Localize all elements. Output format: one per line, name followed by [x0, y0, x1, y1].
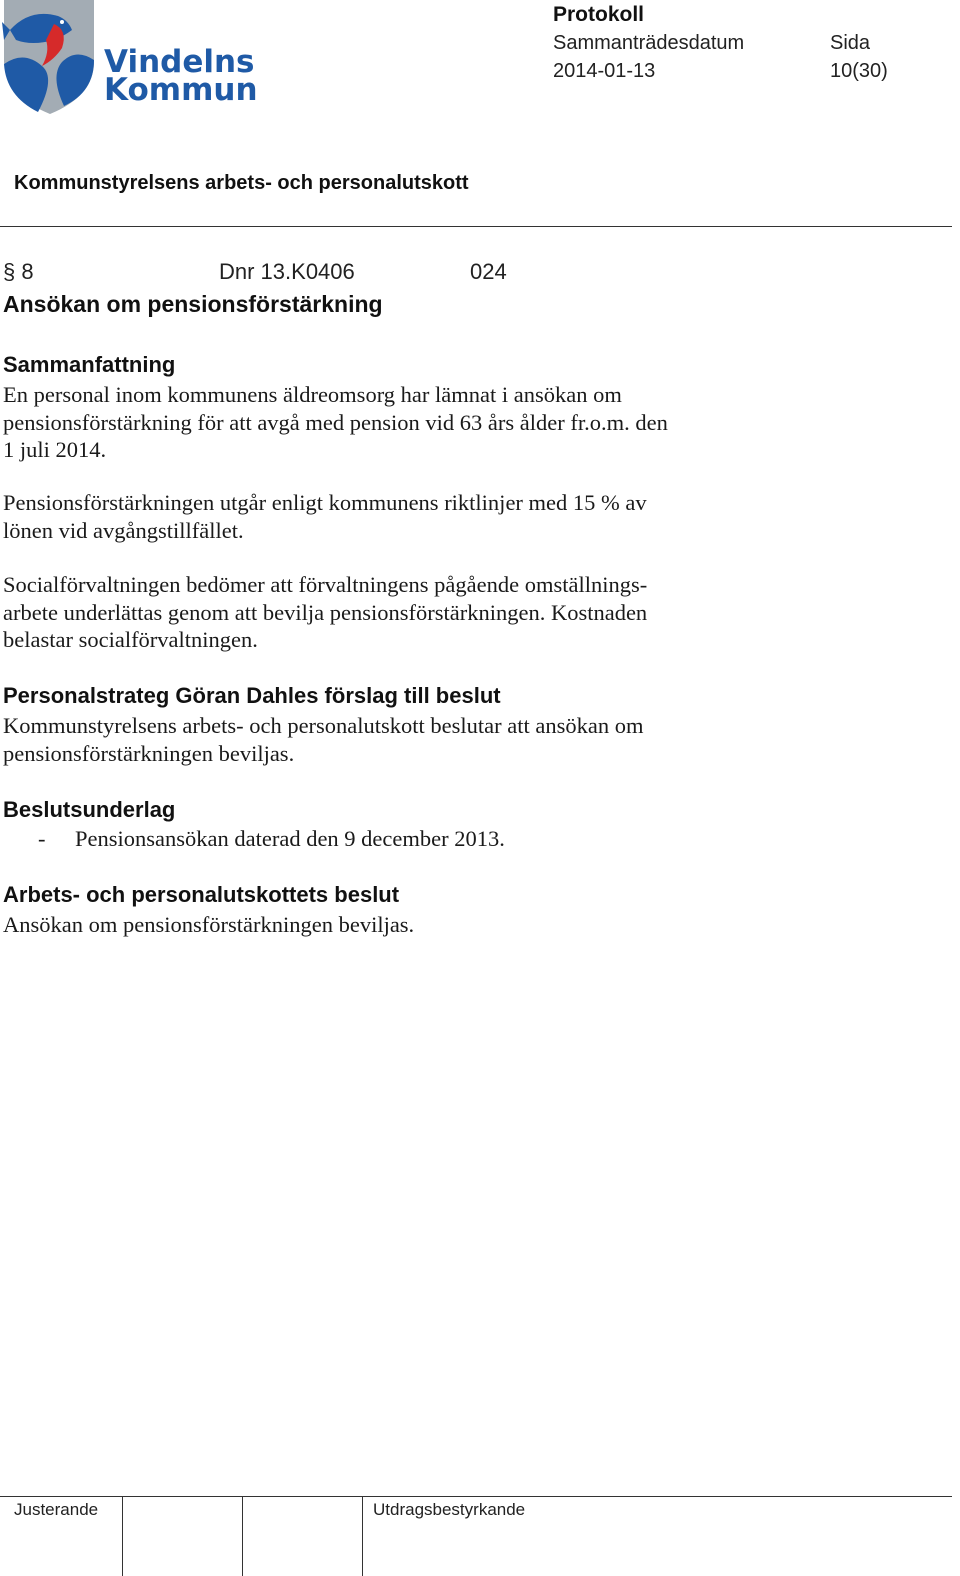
text-line: pensionsförstärkning för att avgå med pension vid 63 års ålder fr.o.m. den: [3, 409, 668, 435]
meeting-date-label: Sammanträdesdatum: [553, 32, 745, 54]
basis-list-item: Pensionsansökan daterad den 9 december 2013.: [75, 826, 505, 851]
decision-text: Ansökan om pensionsförstärkningen beviljas.: [3, 912, 415, 937]
utdragsbestyrkande-label: Utdragsbestyrkande: [373, 1500, 526, 1519]
basis-heading: Beslutsunderlag: [3, 797, 176, 822]
summary-paragraph-2: [3, 489, 803, 544]
paragraph-title: Ansökan om pensionsförstärkning: [3, 291, 383, 317]
proposal-text: [3, 712, 803, 767]
page-label: Sida: [830, 32, 871, 54]
signature-box-divider: [242, 1496, 243, 1576]
text-line: 1 juli 2014.: [3, 437, 107, 462]
text-line: Kommunstyrelsens arbets- och personalutskott beslutar att ansökan om: [3, 713, 644, 738]
paragraph-number: § 8: [3, 259, 34, 284]
logo-text-line2: Kommun: [104, 72, 258, 108]
document-type: Protokoll: [553, 3, 645, 26]
signature-box-divider: [362, 1496, 363, 1576]
vindeln-logo: [2, 0, 258, 118]
summary-paragraph-3: [3, 571, 803, 654]
text-line: belastar socialförvaltningen.: [3, 627, 258, 652]
signature-box-divider: [122, 1496, 123, 1576]
footer-divider: [0, 1496, 952, 1497]
fish-shield-logo-icon: [2, 0, 258, 118]
text-line: pensionsförstärkningen beviljas.: [3, 740, 295, 766]
list-bullet: -: [38, 826, 46, 851]
header-divider: [0, 226, 952, 227]
text-line: arbete underlättas genom att bevilja pensionsförstärkningen. Kostnaden: [3, 599, 648, 625]
case-number: Dnr 13.K0406: [219, 259, 355, 284]
meeting-date-value: 2014-01-13: [553, 60, 656, 82]
summary-paragraph-1: [3, 381, 803, 464]
text-line: Socialförvaltningen bedömer att förvaltningens pågående omställnings-: [3, 572, 648, 597]
summary-heading: Sammanfattning: [3, 352, 176, 377]
page-number: 10(30): [830, 60, 888, 82]
proposal-heading: Personalstrateg Göran Dahles förslag till beslut: [3, 683, 501, 708]
archive-code: 024: [470, 259, 507, 284]
logo-text-line1: Vindelns: [104, 44, 255, 80]
text-line: lönen vid avgångstillfället.: [3, 517, 244, 543]
decision-heading: Arbets- och personalutskottets beslut: [3, 882, 400, 907]
committee-name: Kommunstyrelsens arbets- och personalutskott: [14, 172, 469, 194]
text-line: Pensionsförstärkningen utgår enligt kommunens riktlinjer med 15 % av: [3, 490, 647, 515]
justerande-label: Justerande: [14, 1500, 99, 1519]
text-line: En personal inom kommunens äldreomsorg har lämnat i ansökan om: [3, 382, 622, 407]
